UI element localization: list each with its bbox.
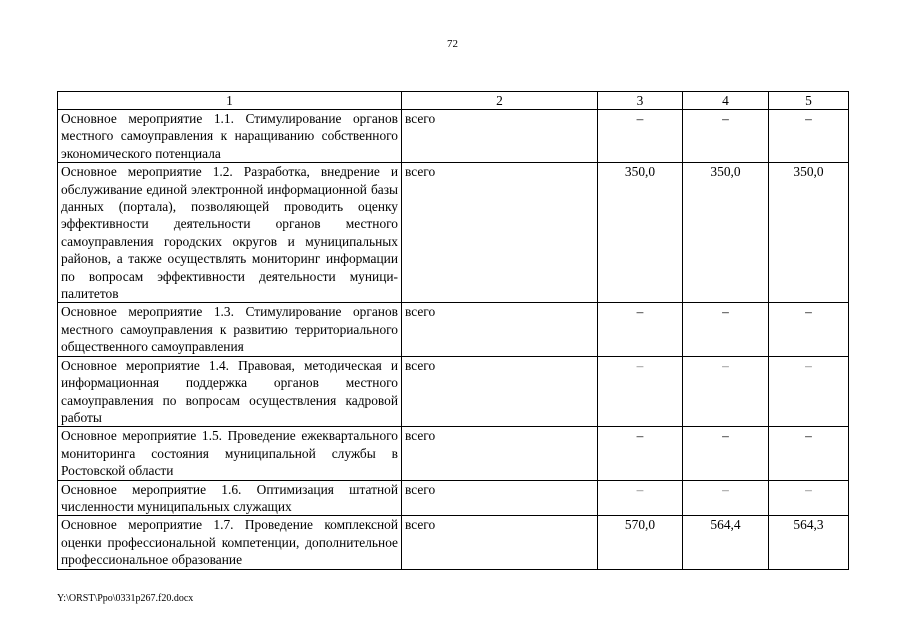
value-col-4: – [683, 303, 769, 356]
activity-description: Основное мероприятие 1.4. Правовая, методическая и информационная поддержка органов местного самоуправления по вопросам осуществления кадровой работы [58, 356, 402, 427]
header-col-3: 3 [598, 92, 683, 110]
value-col-5: 564,3 [769, 516, 849, 569]
header-col-4: 4 [683, 92, 769, 110]
funding-source: всего [402, 303, 598, 356]
value-col-4: 564,4 [683, 516, 769, 569]
funding-source: всего [402, 163, 598, 303]
table-row [58, 516, 849, 569]
value-col-3: – [598, 356, 683, 427]
header-col-1: 1 [58, 92, 402, 110]
header-col-2: 2 [402, 92, 598, 110]
page-number: 72 [447, 38, 458, 50]
value-col-3: – [598, 303, 683, 356]
value-col-5: – [769, 427, 849, 480]
activity-description: Основное мероприятие 1.1. Стимулирование органов местного самоуправления к наращиванию собственного экономического потенциала [58, 110, 402, 163]
program-table [57, 91, 849, 570]
table-row [58, 163, 849, 303]
value-col-4: – [683, 356, 769, 427]
value-col-4: – [683, 110, 769, 163]
value-col-5: – [769, 480, 849, 516]
value-col-4: – [683, 480, 769, 516]
value-col-5: – [769, 356, 849, 427]
activity-description: Основное мероприятие 1.6. Оптимизация штатной численности муниципальных служащих [58, 480, 402, 516]
activity-description: Основное мероприятие 1.3. Стимулирование органов местного самоуправления к развитию территориального общественного самоуправления [58, 303, 402, 356]
value-col-5: 350,0 [769, 163, 849, 303]
table-row [58, 110, 849, 163]
value-col-3: – [598, 110, 683, 163]
activity-description: Основное мероприятие 1.5. Проведение ежеквартального мониторинга состояния муниципальной службы в Ростовской области [58, 427, 402, 480]
value-col-3: – [598, 427, 683, 480]
value-col-3: 350,0 [598, 163, 683, 303]
value-col-5: – [769, 303, 849, 356]
value-col-3: – [598, 480, 683, 516]
funding-source: всего [402, 356, 598, 427]
table-row [58, 427, 849, 480]
funding-source: всего [402, 110, 598, 163]
header-col-5: 5 [769, 92, 849, 110]
table-row [58, 356, 849, 427]
value-col-3: 570,0 [598, 516, 683, 569]
activity-description: Основное мероприятие 1.2. Разработка, внедрение и обслуживание единой электронной информационной базы данных (портала), позволяющей проводить оценку эффективности деятельности органов местного самоуправления городских округов и муниципальных районов, а также осуществлять мониторинг информации по вопросам эффективности деятельности муниципалитетов [58, 163, 402, 303]
document-path-footer: Y:\ORST\Ppo\0331p267.f20.docx [57, 593, 194, 604]
value-col-4: 350,0 [683, 163, 769, 303]
value-col-4: – [683, 427, 769, 480]
table-row [58, 303, 849, 356]
funding-source: всего [402, 480, 598, 516]
value-col-5: – [769, 110, 849, 163]
funding-source: всего [402, 516, 598, 569]
activity-description: Основное мероприятие 1.7. Проведение комплексной оценки профессиональной компетенции, дополнительное профессиональное образование [58, 516, 402, 569]
table-header-row [58, 92, 849, 110]
funding-source: всего [402, 427, 598, 480]
table-row [58, 480, 849, 516]
